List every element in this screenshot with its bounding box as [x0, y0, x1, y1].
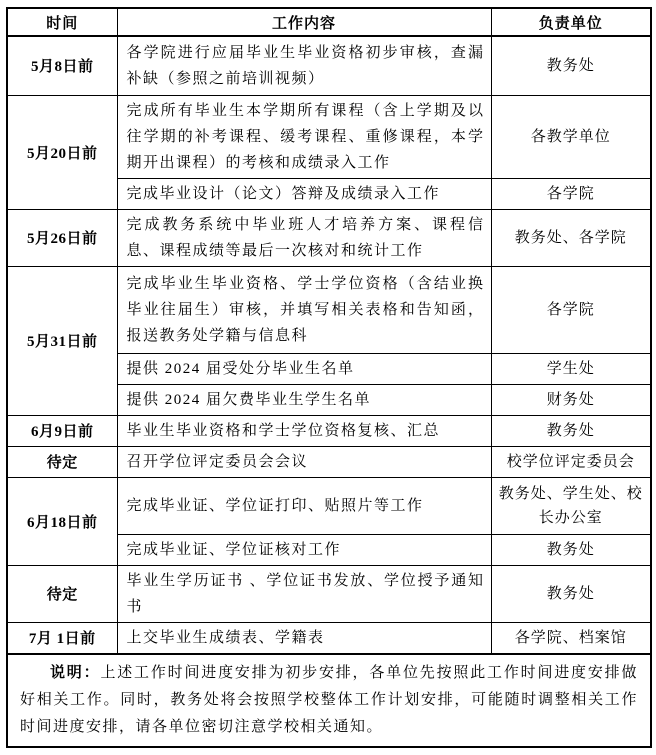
task-content: 上交毕业生成绩表、学籍表 — [117, 622, 491, 654]
table-row — [7, 36, 651, 95]
task-content: 完成教务系统中毕业班人才培养方案、课程信息、课程成绩等最后一次核对和统计工作 — [117, 209, 491, 266]
task-content: 完成毕业生毕业资格、学士学位资格（含结业换毕业往届生）审核，并填写相关表格和告知函，报送教务处学籍与信息科 — [117, 266, 491, 353]
task-content: 召开学位评定委员会会议 — [117, 446, 491, 477]
note-paragraph — [20, 660, 638, 741]
table-row — [7, 565, 651, 622]
unit-cell: 各学院 — [491, 178, 651, 209]
table-row — [7, 266, 651, 353]
unit-cell: 财务处 — [491, 384, 651, 415]
table-row — [7, 209, 651, 266]
note-label: 说明： — [50, 665, 101, 681]
unit-cell: 教务处 — [491, 415, 651, 446]
graduation-schedule-table — [6, 7, 652, 748]
task-content: 各学院进行应届毕业生毕业资格初步审核，查漏补缺（参照之前培训视频） — [117, 36, 491, 95]
task-content: 毕业生学历证书 、学位证书发放、学位授予通知书 — [117, 565, 491, 622]
table-row — [7, 622, 651, 654]
time-cell: 7月 1日前 — [7, 622, 117, 654]
task-content: 完成毕业设计（论文）答辩及成绩录入工作 — [117, 178, 491, 209]
unit-cell: 各学院、档案馆 — [491, 622, 651, 654]
col-header-unit: 负责单位 — [491, 8, 651, 36]
unit-cell: 校学位评定委员会 — [491, 446, 651, 477]
task-content: 完成所有毕业生本学期所有课程（含上学期及以往学期的补考课程、缓考课程、重修课程，本学期开出课程）的考核和成绩录入工作 — [117, 95, 491, 178]
time-cell: 待定 — [7, 446, 117, 477]
unit-cell: 教务处 — [491, 534, 651, 565]
time-cell: 5月31日前 — [7, 266, 117, 415]
col-header-time: 时间 — [7, 8, 117, 36]
unit-cell: 各教学单位 — [491, 95, 651, 178]
time-cell: 6月18日前 — [7, 477, 117, 565]
note-cell — [7, 654, 651, 747]
table-row — [7, 415, 651, 446]
table-row — [7, 446, 651, 477]
time-cell: 5月20日前 — [7, 95, 117, 209]
task-content: 毕业生毕业资格和学士学位资格复核、汇总 — [117, 415, 491, 446]
unit-cell: 学生处 — [491, 353, 651, 384]
col-header-content: 工作内容 — [117, 8, 491, 36]
header-row — [7, 8, 651, 36]
table-row — [7, 95, 651, 178]
unit-cell: 教务处、各学院 — [491, 209, 651, 266]
note-text: 上述工作时间进度安排为初步安排，各单位先按照此工作时间进度安排做好相关工作。同时，教务处将会按照学校整体工作计划安排，可能随时调整相关工作时间进度安排，请各单位密切注意学校相关通知。 — [20, 665, 638, 735]
time-cell: 待定 — [7, 565, 117, 622]
task-content: 提供 2024 届受处分毕业生名单 — [117, 353, 491, 384]
unit-cell: 各学院 — [491, 266, 651, 353]
unit-cell: 教务处、学生处、校长办公室 — [491, 477, 651, 534]
note-row — [7, 654, 651, 747]
time-cell: 5月8日前 — [7, 36, 117, 95]
task-content: 完成毕业证、学位证核对工作 — [117, 534, 491, 565]
time-cell: 6月9日前 — [7, 415, 117, 446]
task-content: 完成毕业证、学位证打印、贴照片等工作 — [117, 477, 491, 534]
task-content: 提供 2024 届欠费毕业生学生名单 — [117, 384, 491, 415]
unit-cell: 教务处 — [491, 565, 651, 622]
time-cell: 5月26日前 — [7, 209, 117, 266]
table-row — [7, 477, 651, 534]
unit-cell: 教务处 — [491, 36, 651, 95]
